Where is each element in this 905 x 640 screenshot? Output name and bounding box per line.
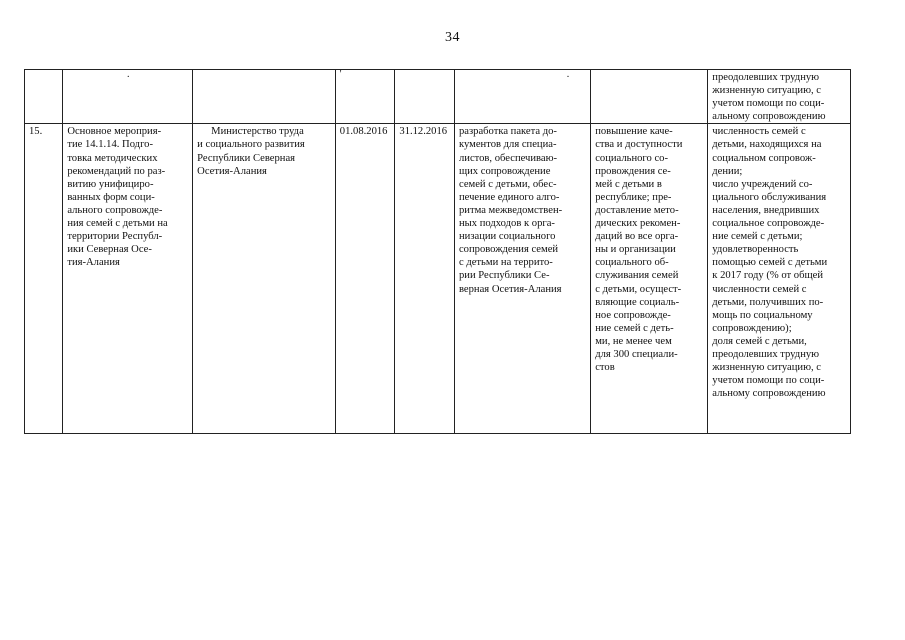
- cell-start-date: [335, 70, 395, 124]
- cell-executor: [193, 124, 336, 434]
- table-row-continuation: [25, 70, 851, 124]
- table-row-15: [25, 124, 851, 434]
- cell-results: повышение каче- ства и доступности социального со- провождения се- мей с детьми в республике; пре- доставление мето- дических рекомен- даций во все орга- ны и организации социального об- служивания семей с детьми, осущест- вляющие социаль- ное сопровожде- ние семей с деть- ми, не менее чем для 300 специали- стов: [591, 124, 708, 434]
- cell-start-date: 01.08.2016: [335, 124, 395, 434]
- program-measures-table: [24, 69, 851, 434]
- scan-mark: ': [339, 69, 342, 80]
- cell-indicators: преодолевших трудную жизненную ситуацию, с учетом помощи по соци- альному сопровождению: [708, 70, 851, 124]
- cell-end-date: 31.12.2016: [395, 124, 455, 434]
- cell-end-date: [395, 70, 455, 124]
- cell-executor: [193, 70, 336, 124]
- page-number: 34: [445, 30, 460, 45]
- cell-indicators: численность семей с детьми, находящихся на социальном сопровож- дении; число учреждений со- циального обслуживания населения, внедривших социальное сопровожде- ние семей с детьми; удовлетворенность помощью семей с детьми к 2017 году (% от общей численности семей с детьми, получивших по- мощь по социальному сопровождению); доля семей с детьми, преодолевших трудную жизненную ситуацию, с учетом помощи по соци- альному сопровождению: [708, 124, 851, 434]
- cell-work: [454, 70, 590, 124]
- cell-number: [25, 70, 63, 124]
- cell-number: 15.: [25, 124, 63, 434]
- executor-text: Министерство труда и социального развития Республики Северная Осетия-Алания: [197, 126, 305, 177]
- cell-work: разработка пакета до- кументов для специа- листов, обеспечиваю- щих сопровождение семей с детьми, обес- печение единого алго- ритма межведомствен- ных подходов к орга- низации социального сопровождения семей с детьми на террито- рии Республики Се- верная Осетия-Алания: [454, 124, 590, 434]
- cell-results: [591, 70, 708, 124]
- scan-mark: .: [126, 69, 130, 80]
- cell-measure: Основное мероприя- тие 14.1.14. Подго- товка методических рекомендаций по раз- витию унифициро- ванных форм соци- ального сопровожде- ния семей с детьми на территории Республ- ики Северная Осе- тия-Алания: [63, 124, 193, 434]
- scan-mark: .: [566, 69, 570, 80]
- cell-measure: [63, 70, 193, 124]
